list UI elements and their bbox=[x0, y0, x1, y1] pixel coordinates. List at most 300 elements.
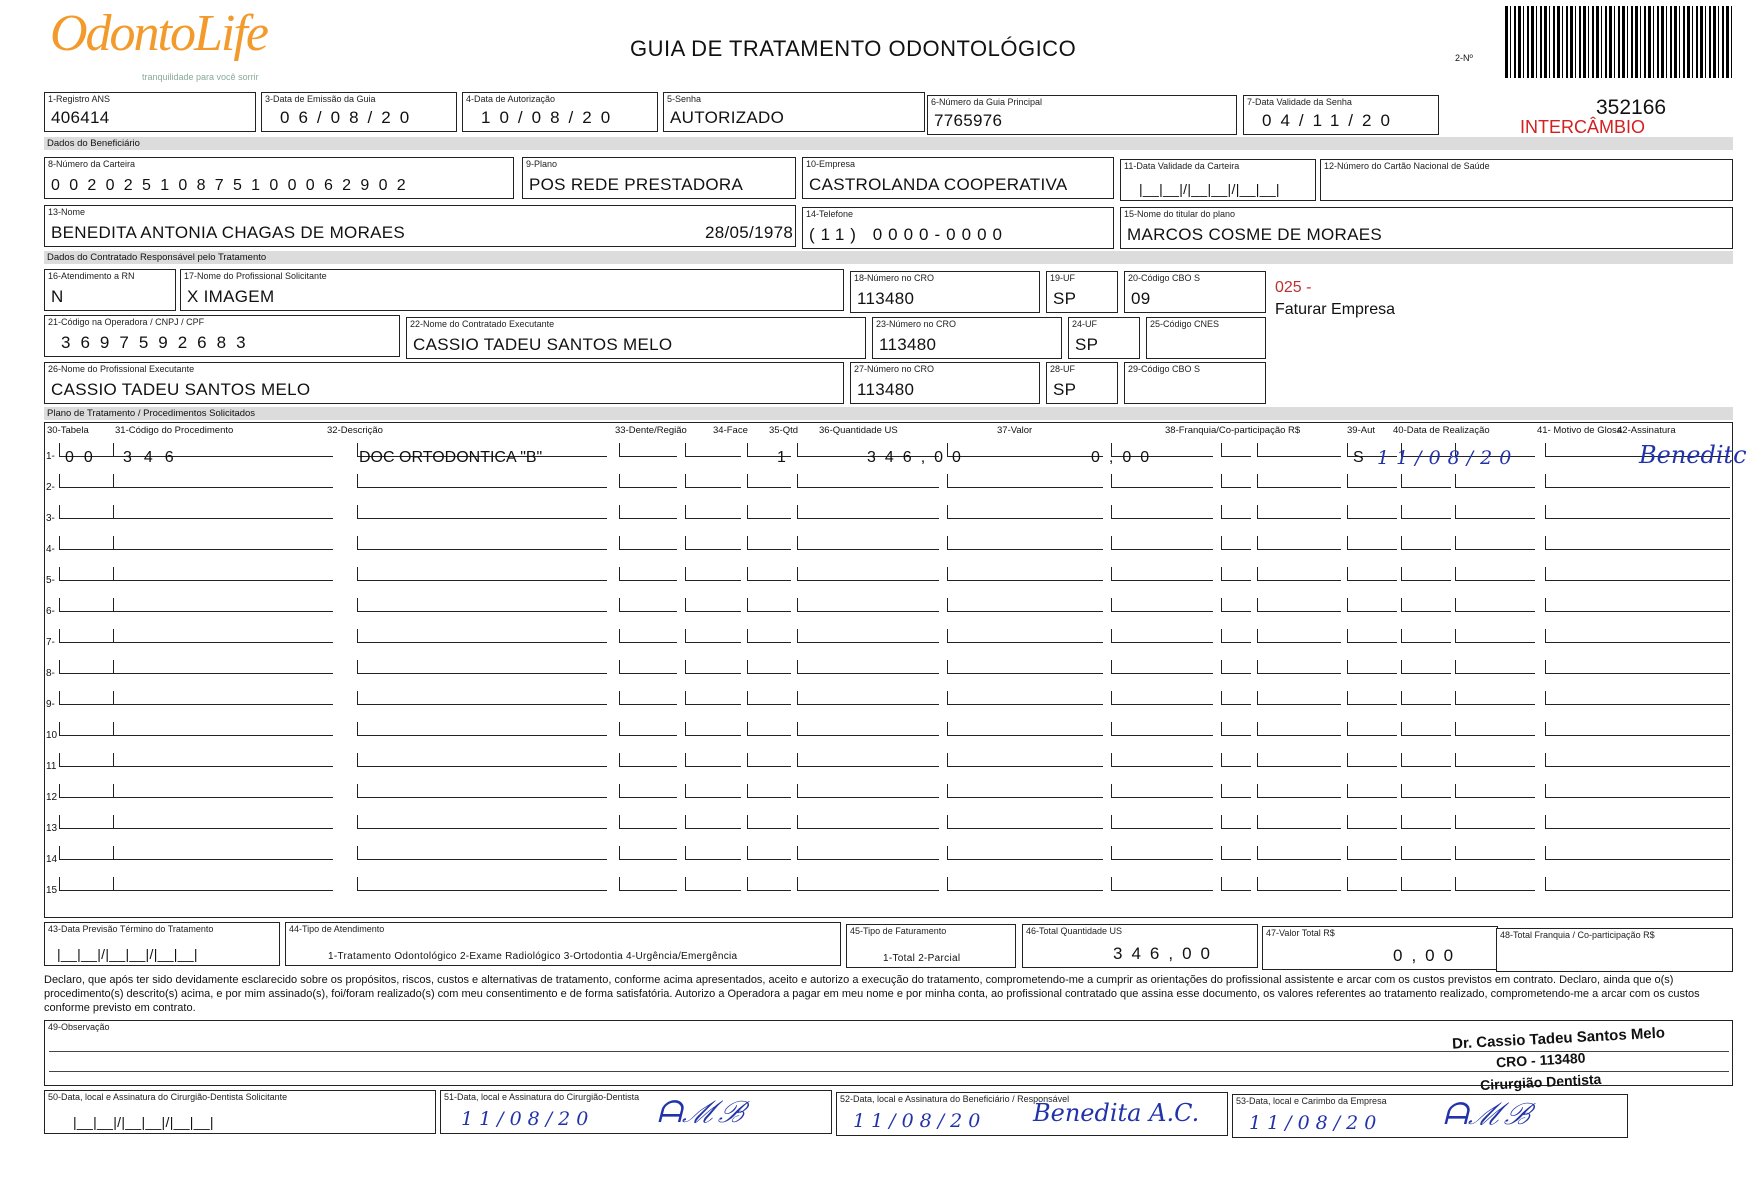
table-cell[interactable] bbox=[1545, 660, 1730, 674]
table-cell[interactable] bbox=[1545, 784, 1730, 798]
row-number: 14 bbox=[46, 854, 58, 865]
table-cell[interactable] bbox=[685, 753, 741, 767]
table-cell[interactable] bbox=[1257, 877, 1341, 891]
table-cell[interactable] bbox=[59, 753, 119, 767]
table-cell[interactable] bbox=[59, 474, 119, 488]
table-cell[interactable] bbox=[797, 691, 939, 705]
table-cell[interactable] bbox=[1257, 629, 1341, 643]
table-cell[interactable] bbox=[1455, 815, 1535, 829]
table-cell[interactable] bbox=[1455, 629, 1535, 643]
table-cell[interactable] bbox=[1221, 598, 1251, 612]
table-cell[interactable] bbox=[797, 598, 939, 612]
table-cell[interactable] bbox=[1221, 722, 1251, 736]
table-cell[interactable] bbox=[1401, 598, 1451, 612]
table-cell[interactable] bbox=[1257, 784, 1341, 798]
table-cell[interactable] bbox=[1545, 629, 1730, 643]
table-cell[interactable] bbox=[113, 753, 333, 767]
table-cell[interactable] bbox=[1257, 598, 1341, 612]
table-cell[interactable] bbox=[619, 784, 677, 798]
declaration-text: Declaro, que após ter sido devidamente esclarecido sobre os propósitos, riscos, custos e alternativas de tratamento, conforme acima apresentados, aceito e autorizo a execução do tratamento, comprometendo-me a cumprir as orientações do profissional assistente e arcar com os custos previstos em contrato. Declaro, ainda que o(s) procedimento(s) descrito(s) acima, e por mim assinado(s), foi/foram realizado(s) com meu consentimento e de forma satisfatória. Autorizo a Operadora a pagar em meu nome e por minha conta, ao profissional contratado que assina esse documento, os valores referentes ao tratamento realizado, comprometendo-me a arcar com os custos conforme previsto em contrato. bbox=[44, 974, 1700, 1014]
table-cell[interactable] bbox=[113, 505, 333, 519]
table-cell[interactable] bbox=[947, 598, 1103, 612]
table-cell[interactable] bbox=[113, 567, 333, 581]
table-cell[interactable] bbox=[1545, 846, 1730, 860]
table-cell[interactable] bbox=[797, 877, 939, 891]
table-cell[interactable] bbox=[1401, 815, 1451, 829]
table-cell[interactable] bbox=[1347, 629, 1397, 643]
field-uf-solicitante[interactable]: 19-UF SP bbox=[1046, 271, 1118, 313]
table-cell[interactable] bbox=[357, 505, 607, 519]
table-cell[interactable] bbox=[797, 815, 939, 829]
table-cell[interactable] bbox=[113, 784, 333, 798]
table-cell[interactable] bbox=[1221, 443, 1251, 457]
table-cell[interactable] bbox=[747, 784, 791, 798]
table-cell[interactable] bbox=[357, 753, 607, 767]
table-cell[interactable] bbox=[797, 505, 939, 519]
table-cell[interactable] bbox=[113, 536, 333, 550]
table-cell[interactable] bbox=[1545, 877, 1730, 891]
intercambio-label: INTERCÂMBIO bbox=[1520, 117, 1646, 137]
table-cell[interactable] bbox=[1347, 877, 1397, 891]
field-assinatura-beneficiario[interactable]: 52-Data, local e Assinatura do Beneficiário / Responsável 11/08/20 Benedita A.C. bbox=[836, 1092, 1228, 1136]
table-cell[interactable] bbox=[619, 474, 677, 488]
table-cell[interactable] bbox=[1221, 536, 1251, 550]
table-cell[interactable] bbox=[113, 660, 333, 674]
table-cell[interactable] bbox=[59, 784, 119, 798]
table-cell[interactable] bbox=[797, 536, 939, 550]
table-cell[interactable] bbox=[113, 598, 333, 612]
table-cell[interactable] bbox=[797, 567, 939, 581]
table-cell[interactable] bbox=[747, 567, 791, 581]
row1-codigo: 346 bbox=[123, 449, 186, 466]
table-cell[interactable] bbox=[1545, 567, 1730, 581]
field-profissional-executante[interactable]: 26-Nome do Profissional Executante CASSIO TADEU SANTOS MELO bbox=[44, 362, 844, 404]
table-cell[interactable] bbox=[747, 753, 791, 767]
table-cell[interactable] bbox=[59, 536, 119, 550]
table-cell[interactable] bbox=[59, 567, 119, 581]
field-validade-senha[interactable]: 7-Data Validade da Senha 04/11/20 bbox=[1243, 95, 1439, 135]
field-cnes[interactable]: 25-Código CNES bbox=[1146, 317, 1266, 359]
field-valor-total[interactable]: 47-Valor Total R$ 0,00 bbox=[1262, 926, 1498, 970]
table-cell[interactable] bbox=[797, 474, 939, 488]
section-beneficiario: Dados do Beneficiário bbox=[44, 137, 1733, 150]
table-cell[interactable] bbox=[1401, 691, 1451, 705]
table-cell[interactable] bbox=[1401, 877, 1451, 891]
table-cell[interactable] bbox=[797, 784, 939, 798]
table-cell[interactable] bbox=[1111, 505, 1213, 519]
table-cell[interactable] bbox=[619, 629, 677, 643]
codigo-operadora-value: 3697592683 bbox=[61, 333, 256, 352]
field-numero-carteira[interactable]: 8-Número da Carteira 00202510875100062902 bbox=[44, 157, 514, 199]
table-cell[interactable] bbox=[1111, 567, 1213, 581]
table-cell[interactable] bbox=[1347, 784, 1397, 798]
table-cell[interactable] bbox=[1401, 505, 1451, 519]
nome-value: BENEDITA ANTONIA CHAGAS DE MORAES bbox=[51, 223, 406, 242]
table-cell[interactable] bbox=[113, 815, 333, 829]
table-cell[interactable] bbox=[357, 536, 607, 550]
table-cell[interactable] bbox=[619, 753, 677, 767]
field-cro-solicitante[interactable]: 18-Número no CRO 113480 bbox=[850, 271, 1040, 313]
table-cell[interactable] bbox=[1111, 536, 1213, 550]
field-codigo-operadora[interactable]: 21-Código na Operadora / CNPJ / CPF 3697592683 bbox=[44, 315, 400, 357]
table-cell[interactable] bbox=[947, 784, 1103, 798]
table-cell[interactable] bbox=[1401, 474, 1451, 488]
plan-header: 30-Tabela bbox=[47, 425, 89, 436]
row-number: 6- bbox=[46, 606, 55, 617]
table-cell[interactable] bbox=[357, 846, 607, 860]
table-cell[interactable] bbox=[747, 598, 791, 612]
table-cell[interactable] bbox=[747, 629, 791, 643]
field-total-franquia[interactable]: 48-Total Franquia / Co-participação R$ bbox=[1496, 928, 1733, 972]
row-number: 1- bbox=[46, 451, 55, 462]
table-cell[interactable] bbox=[1257, 846, 1341, 860]
field-guia-principal[interactable]: 6-Número da Guia Principal 7765976 bbox=[927, 95, 1237, 135]
table-cell[interactable] bbox=[357, 815, 607, 829]
table-cell[interactable] bbox=[1221, 660, 1251, 674]
table-cell[interactable] bbox=[619, 846, 677, 860]
row1-descricao: DOC ORTODONTICA "B" bbox=[359, 449, 543, 466]
table-cell[interactable] bbox=[747, 660, 791, 674]
table-cell[interactable] bbox=[747, 505, 791, 519]
table-cell[interactable] bbox=[1455, 474, 1535, 488]
table-cell[interactable] bbox=[59, 598, 119, 612]
field-plano[interactable]: 9-Plano POS REDE PRESTADORA bbox=[522, 157, 796, 199]
table-cell[interactable] bbox=[947, 629, 1103, 643]
table-cell[interactable] bbox=[113, 722, 333, 736]
table-cell[interactable] bbox=[1347, 505, 1397, 519]
table-cell[interactable] bbox=[1257, 443, 1341, 457]
field-tipo-faturamento[interactable]: 45-Tipo de Faturamento 1-Total 2-Parcial bbox=[846, 924, 1016, 968]
field-tipo-atendimento[interactable]: 44-Tipo de Atendimento 1-Tratamento Odontológico 2-Exame Radiológico 3-Ortodontia 4-Urgência/Emergência bbox=[285, 922, 841, 966]
table-cell[interactable] bbox=[1545, 474, 1730, 488]
table-cell[interactable] bbox=[59, 691, 119, 705]
field-cartao-nacional[interactable]: 12-Número do Cartão Nacional de Saúde bbox=[1320, 159, 1733, 201]
plan-table bbox=[44, 422, 1747, 918]
row1-qtd: 1 bbox=[777, 449, 786, 466]
field-uf-executante[interactable]: 24-UF SP bbox=[1068, 317, 1140, 359]
table-cell[interactable] bbox=[1347, 722, 1397, 736]
table-cell[interactable] bbox=[1347, 753, 1397, 767]
table-cell[interactable] bbox=[1455, 784, 1535, 798]
table-cell[interactable] bbox=[1257, 722, 1341, 736]
table-cell[interactable] bbox=[1111, 722, 1213, 736]
table-cell[interactable] bbox=[1257, 660, 1341, 674]
table-cell[interactable] bbox=[947, 505, 1103, 519]
guide-number: 352166 bbox=[1596, 96, 1667, 119]
table-cell[interactable] bbox=[59, 660, 119, 674]
plan-header: 38-Franquia/Co-participação R$ bbox=[1165, 425, 1301, 436]
field-cro-executante[interactable]: 23-Número no CRO 113480 bbox=[872, 317, 1062, 359]
numero-carteira-value: 00202510875100062902 bbox=[51, 177, 415, 194]
cro-profissional-value: 113480 bbox=[857, 380, 915, 399]
table-cell[interactable] bbox=[357, 722, 607, 736]
tipo-faturamento-options: 1-Total 2-Parcial bbox=[883, 953, 961, 964]
table-cell[interactable] bbox=[1347, 691, 1397, 705]
table-cell[interactable] bbox=[747, 877, 791, 891]
table-cell[interactable] bbox=[797, 846, 939, 860]
table-cell[interactable] bbox=[747, 536, 791, 550]
table-cell[interactable] bbox=[619, 877, 677, 891]
table-cell[interactable] bbox=[357, 474, 607, 488]
table-cell[interactable] bbox=[685, 629, 741, 643]
table-cell[interactable] bbox=[1221, 753, 1251, 767]
table-cell[interactable] bbox=[357, 691, 607, 705]
table-cell[interactable] bbox=[619, 567, 677, 581]
plan-header: 33-Dente/Região bbox=[615, 425, 687, 436]
field-observacao[interactable]: 49-Observação bbox=[44, 1020, 1733, 1086]
table-cell[interactable] bbox=[1455, 505, 1535, 519]
table-cell[interactable] bbox=[1401, 567, 1451, 581]
table-cell[interactable] bbox=[1347, 815, 1397, 829]
table-cell[interactable] bbox=[747, 691, 791, 705]
table-cell[interactable] bbox=[947, 691, 1103, 705]
tipo-atendimento-options: 1-Tratamento Odontológico 2-Exame Radiológico 3-Ortodontia 4-Urgência/Emergência bbox=[328, 951, 738, 962]
table-cell[interactable] bbox=[747, 846, 791, 860]
field-cbo-solicitante[interactable]: 20-Código CBO S 09 bbox=[1124, 271, 1266, 313]
table-cell[interactable] bbox=[619, 722, 677, 736]
field-assinatura-dentista[interactable]: 51-Data, local e Assinatura do Cirurgião-Dentista 11/08/20 ᗩℳℬ bbox=[440, 1090, 832, 1134]
valor-total-value: 0,00 bbox=[1393, 946, 1463, 965]
table-cell[interactable] bbox=[1455, 536, 1535, 550]
field-contratado-executante[interactable]: 22-Nome do Contratado Executante CASSIO TADEU SANTOS MELO bbox=[406, 317, 866, 359]
field-atendimento-rn[interactable]: 16-Atendimento a RN N bbox=[44, 269, 176, 311]
field-telefone[interactable]: 14-Telefone (11) 0000-0000 bbox=[802, 207, 1114, 249]
table-cell[interactable] bbox=[619, 443, 677, 457]
table-cell[interactable] bbox=[1401, 846, 1451, 860]
table-cell[interactable] bbox=[1221, 505, 1251, 519]
row1-valor: 0,00 bbox=[1091, 449, 1159, 466]
table-cell[interactable] bbox=[1257, 567, 1341, 581]
table-cell[interactable] bbox=[685, 474, 741, 488]
cro-executante-value: 113480 bbox=[879, 335, 937, 354]
table-cell[interactable] bbox=[1257, 753, 1341, 767]
table-cell[interactable] bbox=[947, 536, 1103, 550]
field-uf-profissional[interactable]: 28-UF SP bbox=[1046, 362, 1118, 404]
table-cell[interactable] bbox=[1401, 660, 1451, 674]
row-number: 15 bbox=[46, 885, 58, 896]
plan-header: 34-Face bbox=[713, 425, 748, 436]
table-cell[interactable] bbox=[685, 722, 741, 736]
company-signature-icon: ᗩℳℬ bbox=[1443, 1097, 1532, 1132]
table-cell[interactable] bbox=[1221, 815, 1251, 829]
field-validade-carteira[interactable]: 11-Data Validade da Carteira |__|__|/|__|__|/|__|__| bbox=[1120, 159, 1316, 201]
table-cell[interactable] bbox=[685, 784, 741, 798]
table-cell[interactable] bbox=[1455, 722, 1535, 736]
table-cell[interactable] bbox=[1111, 877, 1213, 891]
table-cell[interactable] bbox=[685, 443, 741, 457]
table-cell[interactable] bbox=[619, 815, 677, 829]
table-cell[interactable] bbox=[113, 877, 333, 891]
table-cell[interactable] bbox=[357, 567, 607, 581]
table-cell[interactable] bbox=[1347, 474, 1397, 488]
table-cell[interactable] bbox=[685, 567, 741, 581]
table-cell[interactable] bbox=[59, 846, 119, 860]
table-cell[interactable] bbox=[947, 722, 1103, 736]
table-cell[interactable] bbox=[1455, 660, 1535, 674]
data-emissao-value: 06/08/20 bbox=[280, 108, 419, 127]
table-cell[interactable] bbox=[1111, 815, 1213, 829]
table-cell[interactable] bbox=[947, 474, 1103, 488]
nascimento-value: 28/05/1978 bbox=[705, 223, 794, 242]
field-registro-ans[interactable]: 1-Registro ANS 406414 bbox=[44, 92, 256, 132]
uf-profissional-value: SP bbox=[1053, 380, 1077, 399]
table-cell[interactable] bbox=[1455, 598, 1535, 612]
table-cell[interactable] bbox=[1257, 474, 1341, 488]
table-cell[interactable] bbox=[947, 443, 1103, 457]
field-total-us[interactable]: 46-Total Quantidade US 346,00 bbox=[1022, 924, 1258, 968]
assinatura-dentista-date: 11/08/20 bbox=[461, 1108, 595, 1130]
plan-header: 31-Código do Procedimento bbox=[115, 425, 234, 436]
table-cell[interactable] bbox=[357, 598, 607, 612]
table-cell[interactable] bbox=[1401, 753, 1451, 767]
table-cell[interactable] bbox=[1455, 567, 1535, 581]
field-titular[interactable]: 15-Nome do titular do plano MARCOS COSME DE MORAES bbox=[1120, 207, 1733, 249]
table-cell[interactable] bbox=[1545, 536, 1730, 550]
table-cell[interactable] bbox=[1111, 846, 1213, 860]
table-cell[interactable] bbox=[1111, 660, 1213, 674]
table-cell[interactable] bbox=[947, 567, 1103, 581]
table-cell[interactable] bbox=[1221, 691, 1251, 705]
telefone-value: (11) 0000-0000 bbox=[809, 225, 1008, 244]
contratado-executante-value: CASSIO TADEU SANTOS MELO bbox=[413, 335, 673, 354]
table-cell[interactable] bbox=[1545, 722, 1730, 736]
table-cell[interactable] bbox=[113, 846, 333, 860]
table-cell[interactable] bbox=[685, 691, 741, 705]
table-cell[interactable] bbox=[1401, 536, 1451, 550]
table-cell[interactable] bbox=[685, 598, 741, 612]
table-cell[interactable] bbox=[59, 505, 119, 519]
table-cell[interactable] bbox=[1111, 784, 1213, 798]
table-cell[interactable] bbox=[1257, 505, 1341, 519]
table-cell[interactable] bbox=[1401, 722, 1451, 736]
table-cell[interactable] bbox=[747, 474, 791, 488]
plano-value: POS REDE PRESTADORA bbox=[529, 175, 744, 194]
table-cell[interactable] bbox=[685, 877, 741, 891]
field-data-autorizacao[interactable]: 4-Data de Autorização 10/08/20 bbox=[462, 92, 658, 132]
table-cell[interactable] bbox=[1545, 598, 1730, 612]
table-cell[interactable] bbox=[1545, 753, 1730, 767]
field-profissional-solicitante[interactable]: 17-Nome do Profissional Solicitante X IMAGEM bbox=[180, 269, 844, 311]
table-cell[interactable] bbox=[685, 846, 741, 860]
table-cell[interactable] bbox=[685, 505, 741, 519]
table-cell[interactable] bbox=[1455, 691, 1535, 705]
field-senha[interactable]: 5-Senha AUTORIZADO bbox=[663, 92, 925, 132]
uf-executante-value: SP bbox=[1075, 335, 1099, 354]
table-cell[interactable] bbox=[113, 474, 333, 488]
table-cell[interactable] bbox=[1221, 567, 1251, 581]
table-cell[interactable] bbox=[1545, 691, 1730, 705]
table-cell[interactable] bbox=[357, 629, 607, 643]
plan-header: 42-Assinatura bbox=[1617, 425, 1676, 436]
table-cell[interactable] bbox=[947, 753, 1103, 767]
table-cell[interactable] bbox=[59, 877, 119, 891]
registro-ans-value: 406414 bbox=[51, 108, 110, 127]
table-cell[interactable] bbox=[619, 660, 677, 674]
row1-us: 346,00 bbox=[867, 449, 970, 466]
table-cell[interactable] bbox=[1347, 567, 1397, 581]
table-cell[interactable] bbox=[619, 598, 677, 612]
table-cell[interactable] bbox=[619, 691, 677, 705]
uf-solicitante-value: SP bbox=[1053, 289, 1077, 308]
table-cell[interactable] bbox=[797, 629, 939, 643]
plan-header: 41- Motivo de Glosa bbox=[1537, 425, 1623, 436]
table-cell[interactable] bbox=[357, 660, 607, 674]
table-cell[interactable] bbox=[685, 660, 741, 674]
field-nome[interactable]: 13-Nome BENEDITA ANTONIA CHAGAS DE MORAES 28/05/1978 bbox=[44, 205, 796, 247]
row1-assinatura: Beneditc bbox=[1639, 441, 1747, 469]
table-cell[interactable] bbox=[1401, 784, 1451, 798]
note-text: Faturar Empresa bbox=[1275, 301, 1396, 318]
table-cell[interactable] bbox=[619, 505, 677, 519]
table-cell[interactable] bbox=[1347, 660, 1397, 674]
table-cell[interactable] bbox=[1111, 598, 1213, 612]
table-cell[interactable] bbox=[1455, 753, 1535, 767]
table-cell[interactable] bbox=[59, 815, 119, 829]
table-cell[interactable] bbox=[797, 753, 939, 767]
table-cell[interactable] bbox=[113, 629, 333, 643]
table-cell[interactable] bbox=[1545, 815, 1730, 829]
table-cell[interactable] bbox=[1347, 598, 1397, 612]
field-assinatura-solicitante[interactable]: 50-Data, local e Assinatura do Cirurgião-Dentista Solicitante |__|__|/|__|__|/|__|__| bbox=[44, 1090, 436, 1134]
table-cell[interactable] bbox=[59, 722, 119, 736]
table-cell[interactable] bbox=[1455, 877, 1535, 891]
barcode bbox=[1505, 6, 1733, 78]
table-cell[interactable] bbox=[113, 691, 333, 705]
table-cell[interactable] bbox=[1257, 691, 1341, 705]
field-data-emissao[interactable]: 3-Data de Emissão da Guia 06/08/20 bbox=[261, 92, 457, 132]
table-cell[interactable] bbox=[685, 536, 741, 550]
field-previsao-termino[interactable]: 43-Data Previsão Término do Tratamento |__|__|/|__|__|/|__|__| bbox=[44, 922, 280, 966]
total-us-value: 346,00 bbox=[1113, 944, 1219, 963]
table-cell[interactable] bbox=[357, 784, 607, 798]
table-cell[interactable] bbox=[685, 815, 741, 829]
table-cell[interactable] bbox=[357, 877, 607, 891]
table-cell[interactable] bbox=[1347, 536, 1397, 550]
table-cell[interactable] bbox=[1545, 505, 1730, 519]
field-cro-profissional[interactable]: 27-Número no CRO 113480 bbox=[850, 362, 1040, 404]
table-cell[interactable] bbox=[1221, 474, 1251, 488]
table-cell[interactable] bbox=[1257, 815, 1341, 829]
table-cell[interactable] bbox=[747, 815, 791, 829]
table-cell[interactable] bbox=[1455, 846, 1535, 860]
table-cell[interactable] bbox=[1347, 846, 1397, 860]
row-number: 8- bbox=[46, 668, 55, 679]
table-cell[interactable] bbox=[1221, 877, 1251, 891]
table-cell[interactable] bbox=[1221, 846, 1251, 860]
table-cell[interactable] bbox=[1257, 536, 1341, 550]
table-cell[interactable] bbox=[1221, 784, 1251, 798]
table-cell[interactable] bbox=[797, 660, 939, 674]
table-cell[interactable] bbox=[1401, 629, 1451, 643]
table-cell[interactable] bbox=[1111, 474, 1213, 488]
table-cell[interactable] bbox=[747, 722, 791, 736]
table-cell[interactable] bbox=[947, 877, 1103, 891]
table-cell[interactable] bbox=[619, 536, 677, 550]
table-cell[interactable] bbox=[1111, 753, 1213, 767]
table-cell[interactable] bbox=[1111, 629, 1213, 643]
field-carimbo-empresa[interactable]: 53-Data, local e Carimbo da Empresa 11/08/20 ᗩℳℬ bbox=[1232, 1094, 1628, 1138]
table-cell[interactable] bbox=[1111, 691, 1213, 705]
table-cell[interactable] bbox=[947, 660, 1103, 674]
field-empresa[interactable]: 10-Empresa CASTROLANDA COOPERATIVA bbox=[802, 157, 1114, 199]
table-cell[interactable] bbox=[797, 722, 939, 736]
table-cell[interactable] bbox=[59, 629, 119, 643]
table-cell[interactable] bbox=[947, 846, 1103, 860]
stamp-cro: CRO - 113480 bbox=[1495, 1049, 1586, 1071]
field-cbo-profissional[interactable]: 29-Código CBO S bbox=[1124, 362, 1266, 404]
table-cell[interactable] bbox=[1221, 629, 1251, 643]
table-cell[interactable] bbox=[947, 815, 1103, 829]
